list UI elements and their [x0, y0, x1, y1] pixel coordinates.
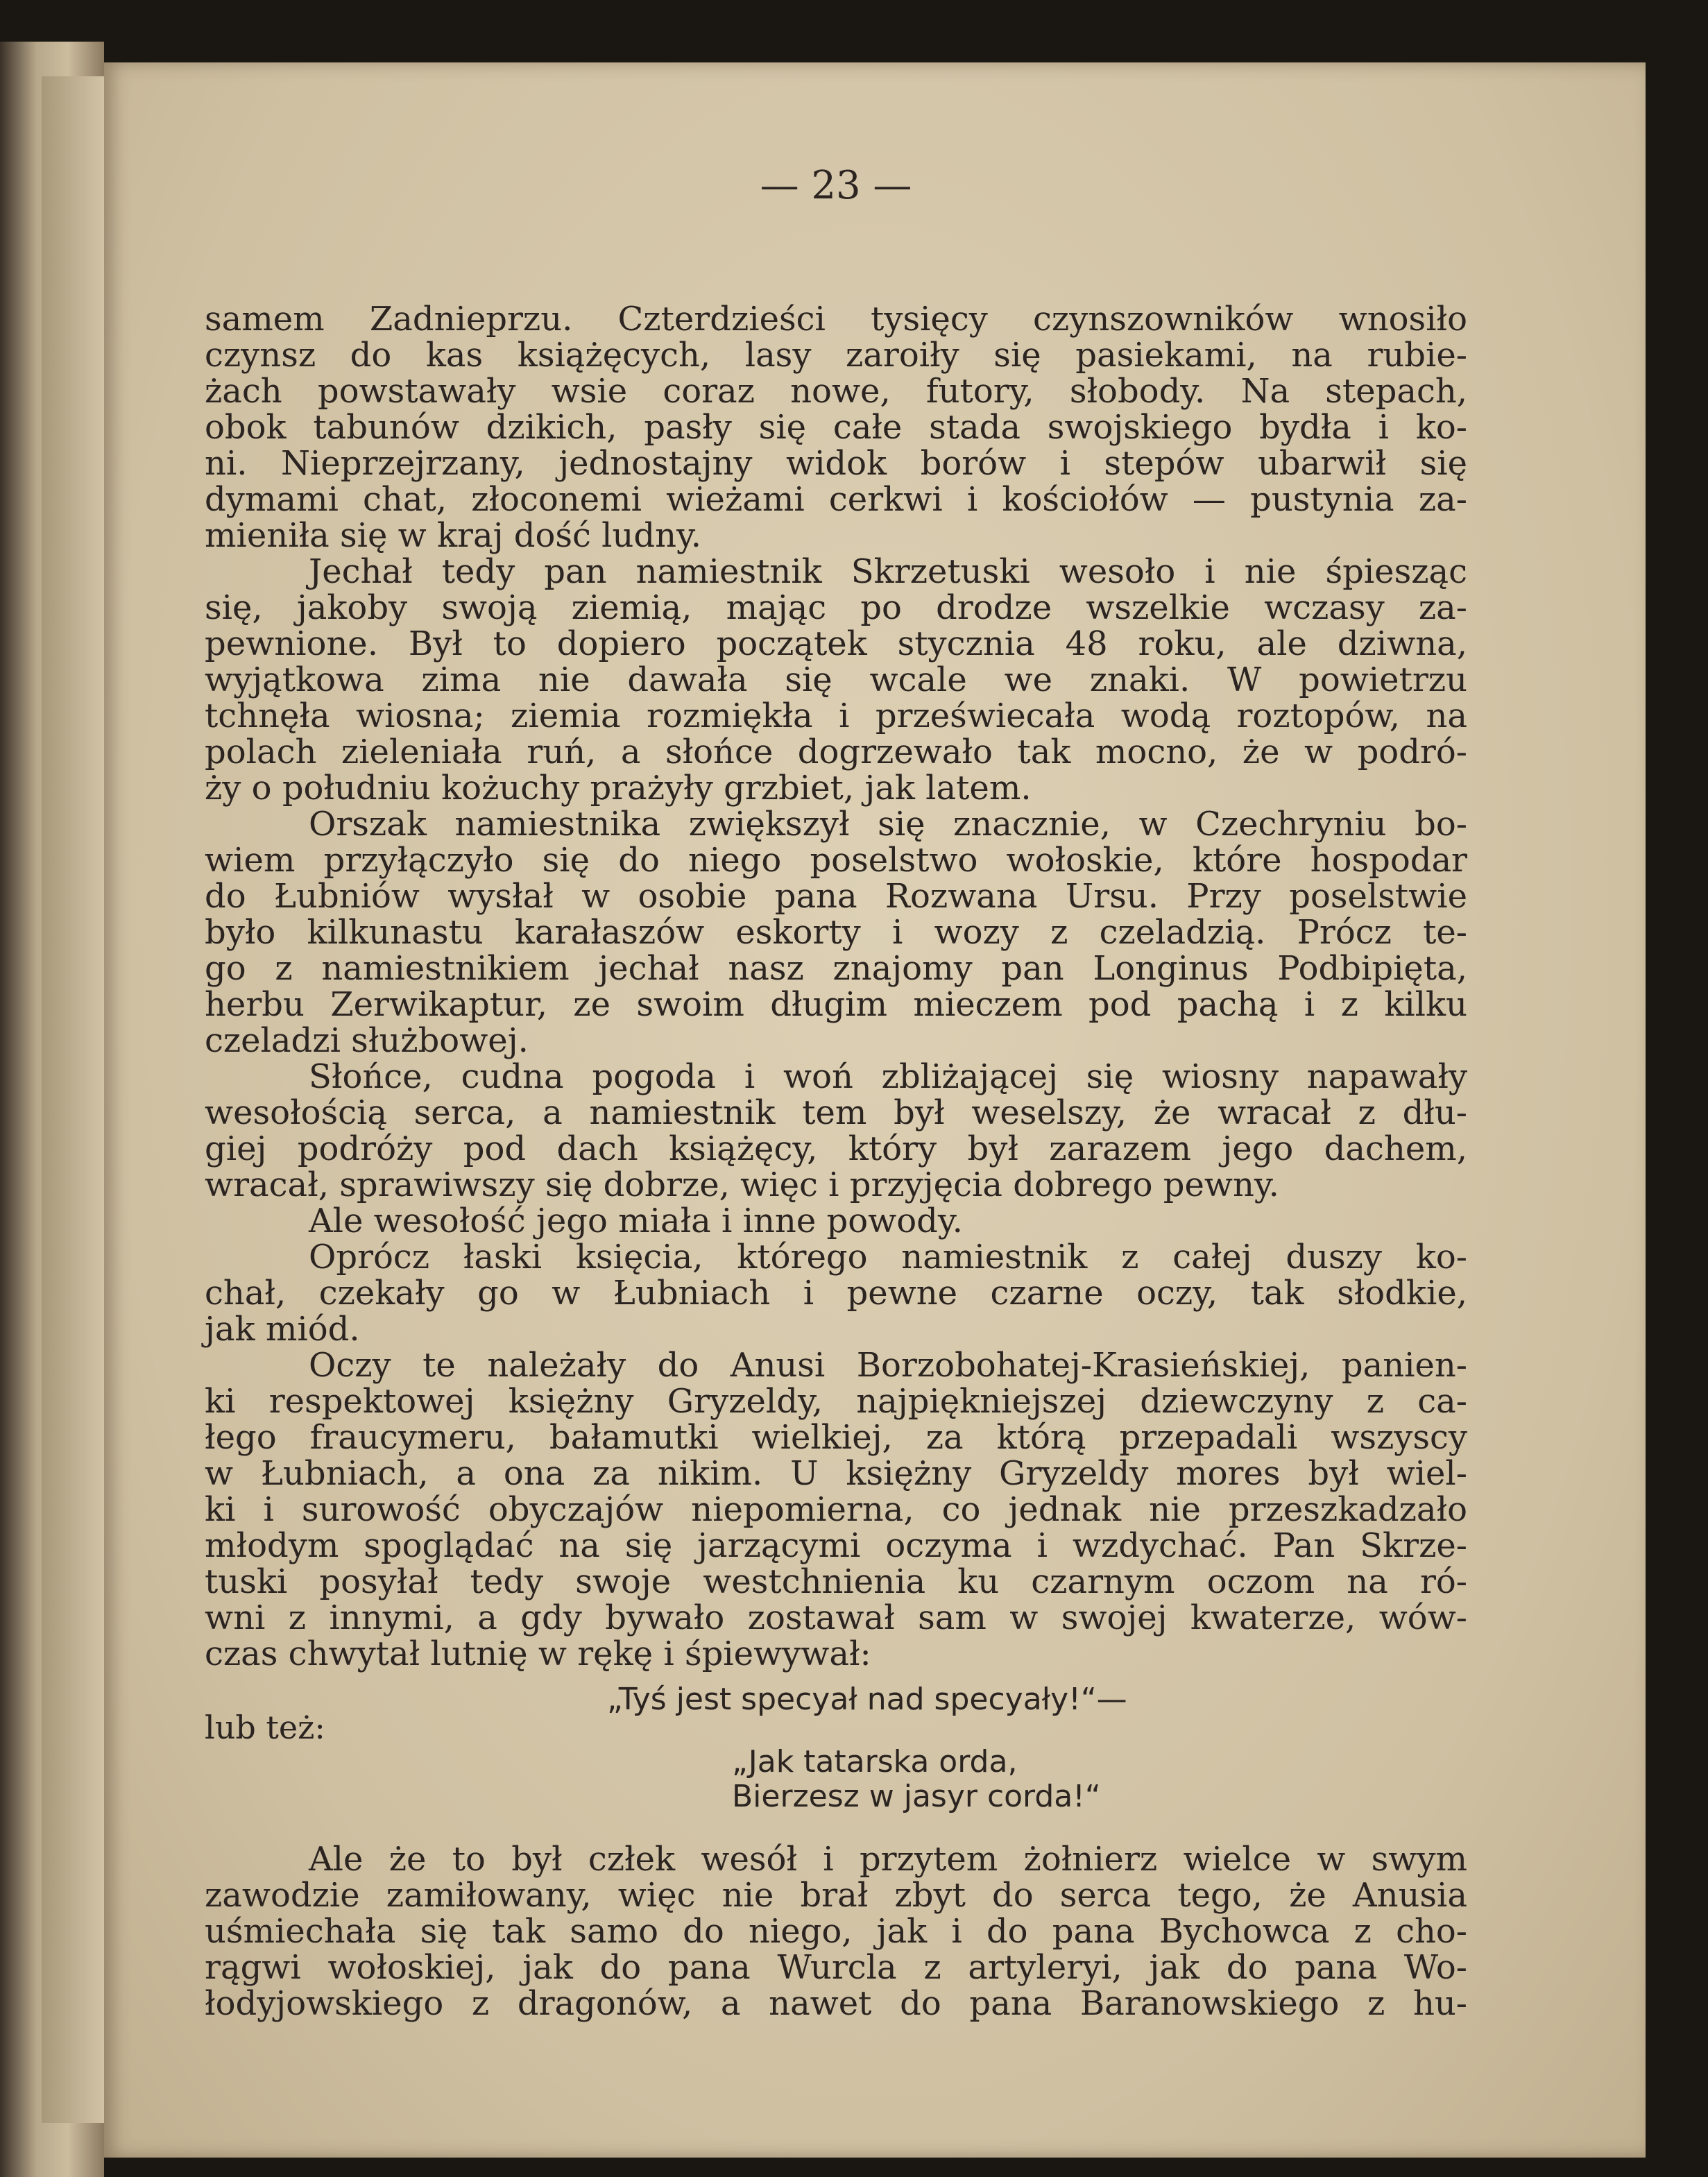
text-line: Oprócz łaski księcia, którego namiestnik z całej duszy ko-	[309, 1238, 1467, 1277]
text-line: łego fraucymeru, bałamutki wielkiej, za którą przepadali wszyscy	[205, 1418, 1467, 1457]
text-line: wracał, sprawiwszy się dobrze, więc i przyjęcia dobrego pewny.	[205, 1166, 1279, 1204]
text-line: chał, czekały go w Łubniach i pewne czarne oczy, tak słodkie,	[205, 1274, 1467, 1313]
text-line: czeladzi służbowej.	[205, 1021, 529, 1060]
text-line: Jechał tedy pan namiestnik Skrzetuski wesoło i nie śpiesząc	[309, 552, 1467, 591]
text-line: go z namiestnikiem jechał nasz znajomy pan Longinus Podbipięta,	[205, 949, 1467, 988]
text-line: wyjątkowa zima nie dawała się wcale we znaki. W powietrzu	[205, 660, 1467, 699]
text-line: polach zieleniała ruń, a słońce dogrzewało tak mocno, że w podró-	[205, 733, 1467, 771]
verse-line: „Jak tatarska orda,	[732, 1744, 1018, 1779]
text-line: Słońce, cudna pogoda i woń zbliżającej się wiosny napawały	[309, 1057, 1467, 1096]
text-line: herbu Zerwikaptur, ze swoim długim mieczem pod pachą i z kilku	[205, 985, 1467, 1024]
text-line: Ale wesołość jego miała i inne powody.	[309, 1202, 963, 1240]
book-page	[104, 62, 1646, 2158]
text-line: zawodzie zamiłowany, więc nie brał zbyt do serca tego, że Anusia	[205, 1876, 1467, 1915]
text-line: jak miód.	[205, 1310, 360, 1349]
verse-line: Bierzesz w jasyr corda!“	[732, 1779, 1101, 1814]
text-line: czynsz do kas książęcych, lasy zaroiły się pasiekami, na rubie-	[205, 336, 1467, 375]
text-line: wiem przyłączyło się do niego poselstwo wołoskie, które hospodar	[205, 841, 1467, 880]
text-line: mieniła się w kraj dość ludny.	[205, 516, 702, 555]
text-line: młodym spoglądać na się jarzącymi oczyma i wzdychać. Pan Skrze-	[205, 1526, 1467, 1565]
text-line: Orszak namiestnika zwiększył się znacznie, w Czechryniu bo-	[309, 805, 1467, 844]
text-line: pewnione. Był to dopiero początek stycznia 48 roku, ale dziwna,	[205, 624, 1467, 663]
page-number: — 23 —	[760, 163, 912, 208]
text-line: było kilkunastu karałaszów eskorty i wozy z czeladzią. Prócz te-	[205, 913, 1467, 952]
text-line: Ale że to był człek wesół i przytem żołnierz wielce w swym	[309, 1840, 1467, 1879]
verse-intro: lub też:	[205, 1709, 325, 1746]
text-line: uśmiechała się tak samo do niego, jak i do pana Bychowca z cho-	[205, 1912, 1467, 1951]
text-line: ki i surowość obyczajów niepomierna, co jednak nie przeszkadzało	[205, 1490, 1467, 1529]
text-line: obok tabunów dzikich, pasły się całe stada swojskiego bydła i ko-	[205, 408, 1467, 447]
text-line: w Łubniach, a ona za nikim. U księżny Gryzeldy mores był wiel-	[205, 1454, 1467, 1493]
text-line: łodyjowskiego z dragonów, a nawet do pana Baranowskiego z hu-	[205, 1984, 1467, 2023]
text-line: samem Zadnieprzu. Czterdzieści tysięcy czynszowników wnosiło	[205, 300, 1467, 339]
text-line: dymami chat, złoconemi wieżami cerkwi i kościołów — pustynia za-	[205, 480, 1467, 519]
text-line: ki respektowej księżny Gryzeldy, najpiękniejszej dziewczyny z ca-	[205, 1382, 1467, 1421]
left-page-edge	[42, 76, 106, 2123]
text-line: wesołością serca, a namiestnik tem był weselszy, że wracał z dłu-	[205, 1093, 1467, 1132]
text-line: giej podróży pod dach książęcy, który był zarazem jego dachem,	[205, 1129, 1467, 1168]
text-line: wni z innymi, a gdy bywało zostawał sam w swojej kwaterze, wów-	[205, 1598, 1467, 1637]
text-line: czas chwytał lutnię w rękę i śpiewywał:	[205, 1634, 871, 1673]
text-line: żach powstawały wsie coraz nowe, futory, słobody. Na stepach,	[205, 372, 1467, 411]
text-line: ni. Nieprzejrzany, jednostajny widok borów i stepów ubarwił się	[205, 444, 1467, 483]
text-line: do Łubniów wysłał w osobie pana Rozwana Ursu. Przy poselstwie	[205, 877, 1467, 916]
text-line: tchnęła wiosna; ziemia rozmiękła i przeświecała wodą roztopów, na	[205, 697, 1467, 735]
text-line: się, jakoby swoją ziemią, mając po drodze wszelkie wczasy za-	[205, 588, 1467, 627]
text-line: Oczy te należały do Anusi Borzobohatej-Krasieńskiej, panien-	[309, 1346, 1467, 1385]
text-line: tuski posyłał tedy swoje westchnienia ku czarnym oczom na ró-	[205, 1562, 1467, 1601]
text-line: ży o południu kożuchy prażyły grzbiet, jak latem.	[205, 769, 1032, 808]
text-line: rągwi wołoskiej, jak do pana Wurcla z artyleryi, jak do pana Wo-	[205, 1948, 1467, 1987]
verse-line: „Tyś jest specyał nad specyały!“—	[607, 1682, 1127, 1717]
